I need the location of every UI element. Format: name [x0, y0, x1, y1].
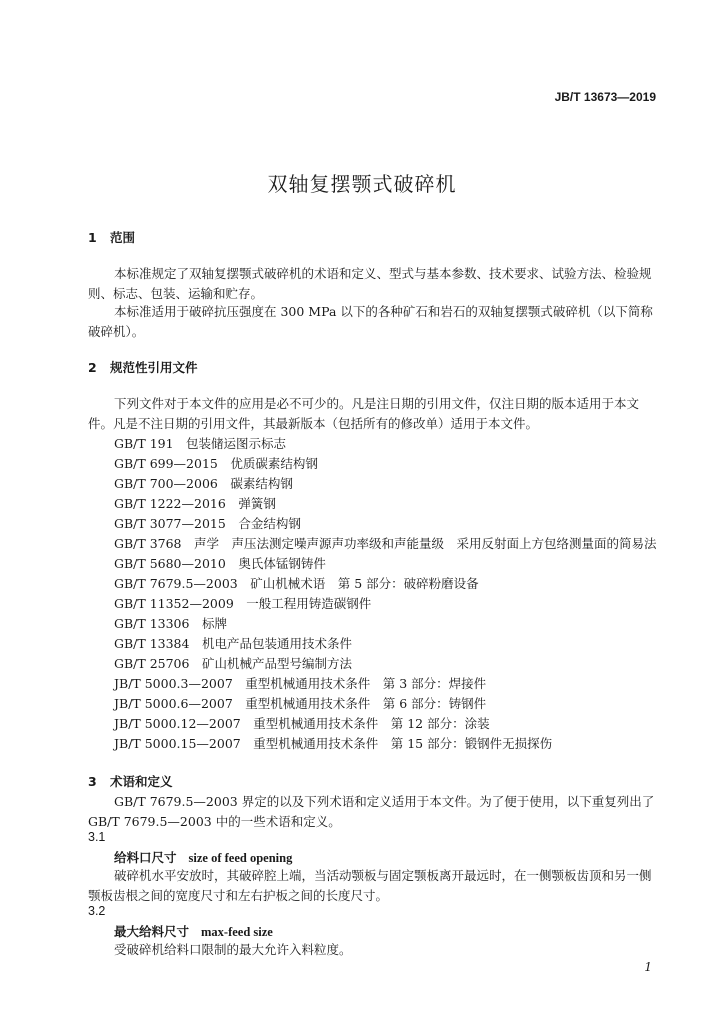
standard-code: JB/T 13673—2019 — [554, 90, 656, 104]
section-title: 范围 — [110, 230, 136, 245]
reference-item: GB/T 5680—2010 奥氏体锰钢铸件 — [114, 556, 326, 571]
term-zh: 最大给料尺寸 — [114, 924, 190, 939]
reference-item: GB/T 3077—2015 合金结构钢 — [114, 516, 301, 531]
paragraph: 本标准适用于破碎抗压强度在 300 MPa 以下的各种矿石和岩石的双轴复摆颚式破碎机（以下简称破碎机）。 — [88, 304, 653, 339]
reference-item: GB/T 25706 矿山机械产品型号编制方法 — [114, 656, 352, 671]
term-definition: 破碎机水平安放时，其破碎腔上端，当活动颚板与固定颚板离开最远时，在一侧颚板齿顶和另一侧颚板齿根之间的宽度尺寸和左右护板之间的长度尺寸。 — [88, 868, 652, 903]
document-title: 双轴复摆颚式破碎机 — [267, 172, 457, 196]
term-definition: 受破碎机给料口限制的最大允许入料粒度。 — [114, 942, 352, 957]
term-number: 3.2 — [88, 904, 106, 918]
section-3-heading — [88, 772, 173, 790]
reference-item: GB/T 13384 机电产品包装通用技术条件 — [114, 636, 352, 651]
reference-item: GB/T 700—2006 碳素结构钢 — [114, 476, 293, 491]
paragraph: 下列文件对于本文件的应用是必不可少的。凡是注日期的引用文件，仅注日期的版本适用于本文件。凡是不注日期的引用文件，其最新版本（包括所有的修改单）适用于本文件。 — [88, 396, 640, 431]
term-en: max-feed size — [201, 925, 273, 939]
section-number: 1 — [88, 230, 97, 245]
reference-item: JB/T 5000.12—2007 重型机械通用技术条件 第 12 部分：涂装 — [114, 716, 490, 731]
section-2-heading — [88, 358, 198, 376]
section-title: 术语和定义 — [110, 774, 173, 789]
reference-item: GB/T 191 包装储运图示标志 — [114, 436, 287, 451]
section-1-heading — [88, 228, 135, 246]
reference-item: GB/T 7679.5—2003 矿山机械术语 第 5 部分：破碎粉磨设备 — [114, 576, 479, 591]
paragraph: GB/T 7679.5—2003 界定的以及下列术语和定义适用于本文件。为了便于使用，以下重复列出了GB/T 7679.5—2003 中的一些术语和定义。 — [88, 794, 655, 829]
term-name — [114, 922, 273, 940]
reference-item: GB/T 11352—2009 一般工程用铸造碳钢件 — [114, 596, 372, 611]
section-number: 2 — [88, 360, 97, 375]
reference-item: GB/T 13306 标牌 — [114, 616, 227, 631]
reference-item: GB/T 1222—2016 弹簧钢 — [114, 496, 276, 511]
reference-item: JB/T 5000.15—2007 重型机械通用技术条件 第 15 部分：锻钢件无损探伤 — [114, 736, 553, 751]
reference-item: JB/T 5000.3—2007 重型机械通用技术条件 第 3 部分：焊接件 — [114, 676, 487, 691]
reference-item: JB/T 5000.6—2007 重型机械通用技术条件 第 6 部分：铸钢件 — [114, 696, 487, 711]
term-zh: 给料口尺寸 — [114, 850, 177, 865]
term-number: 3.1 — [88, 830, 106, 844]
page-number: 1 — [644, 960, 652, 974]
section-title: 规范性引用文件 — [110, 360, 198, 375]
reference-item: GB/T 699—2015 优质碳素结构钢 — [114, 456, 318, 471]
paragraph: 本标准规定了双轴复摆颚式破碎机的术语和定义、型式与基本参数、技术要求、试验方法、检验规则、标志、包装、运输和贮存。 — [88, 266, 652, 301]
reference-item: GB/T 3768 声学 声压法测定噪声源声功率级和声能量级 采用反射面上方包络测量面的简易法 — [114, 536, 657, 551]
term-en: size of feed opening — [188, 851, 293, 865]
section-number: 3 — [88, 774, 97, 789]
term-name — [114, 848, 292, 866]
